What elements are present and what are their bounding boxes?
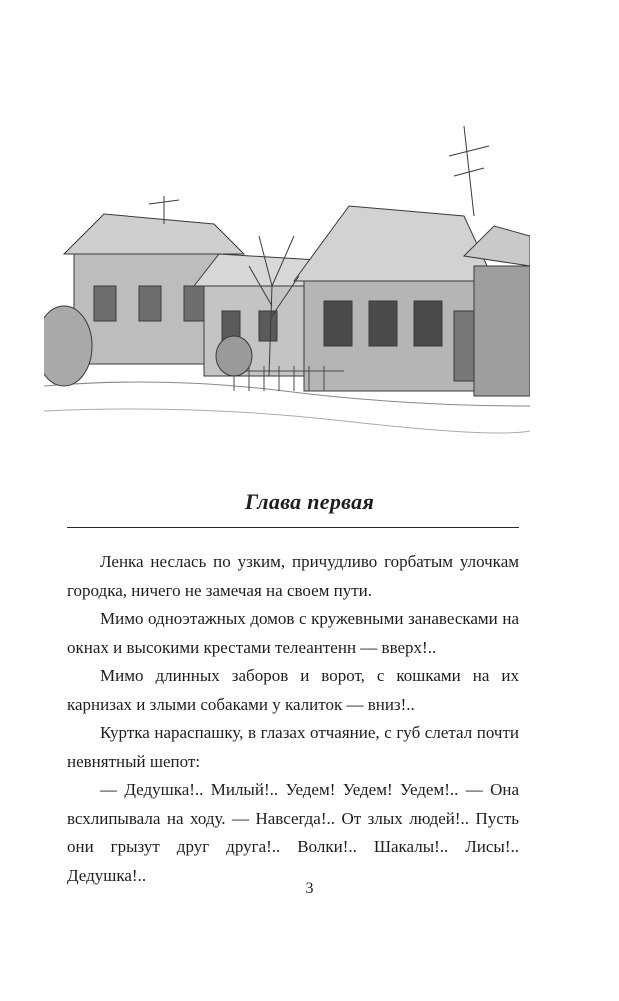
paragraph: Мимо одноэтажных домов с кружевными занавесками на окнах и высокими крестами телеантенн — вверх!.. xyxy=(67,609,519,657)
paragraph: Куртка нараспашку, в глазах отчаяние, с губ слетал почти невнятный шепот: xyxy=(67,723,519,771)
chapter-title: Глава первая xyxy=(244,489,375,514)
paragraph: — Дедушка!.. Милый!.. Уедем! Уедем! Уедем!.. — Она всхлипывала на ходу. — Навсегда!.. От злых людей!.. Пусть они грызут друг друга!.. Волки!.. Шакалы!.. Лисы!.. Дедушка!.. xyxy=(67,780,519,885)
chapter-text xyxy=(67,548,519,890)
paragraph: Ленка неслась по узким, причудливо горбатым улочкам городка, ничего не замечая на своем пути. xyxy=(67,552,519,600)
page-number: 3 xyxy=(305,880,314,897)
title-divider xyxy=(67,527,519,528)
paragraph: Мимо длинных заборов и ворот, с кошками на их карнизах и злыми собаками у калиток — вниз!.. xyxy=(67,666,519,714)
house-street-sketch-icon xyxy=(44,86,530,438)
chapter-illustration xyxy=(44,86,530,438)
